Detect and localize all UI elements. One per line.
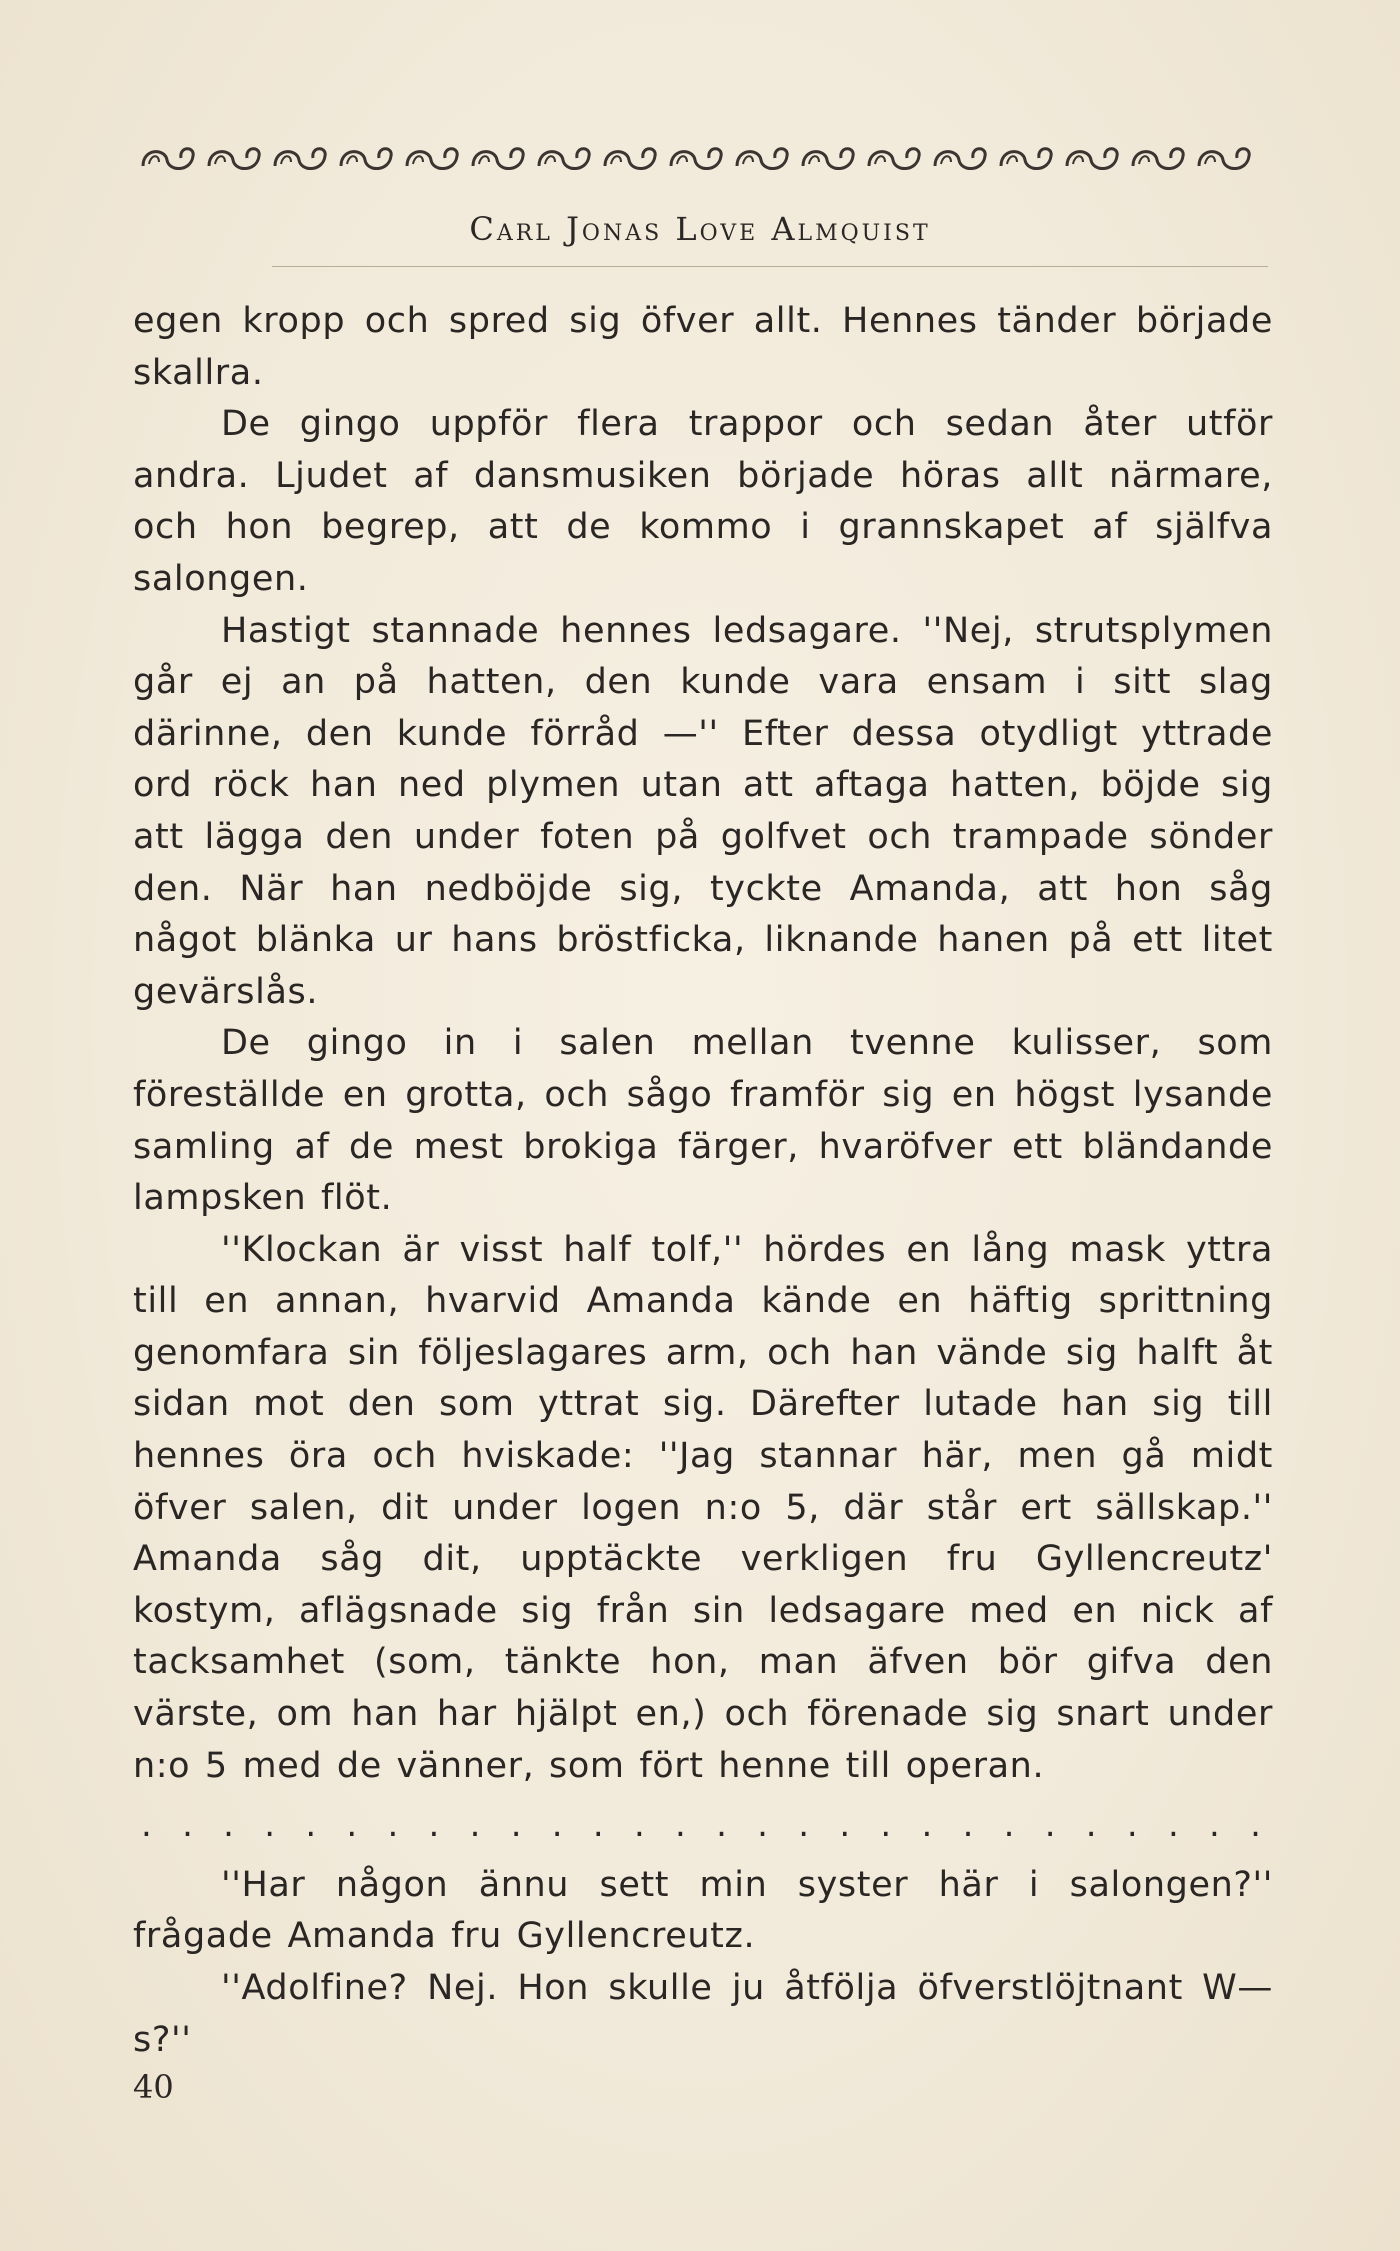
- break-dot: .: [510, 1805, 522, 1846]
- paragraph: De gingo in i salen mellan tvenne kulisser, som föreställde en grotta, och sågo framför sig en högst lysande samling af de mest brokiga färger, hvaröfver ett bländande lampsken flöt.: [133, 1023, 1273, 1219]
- ornament-curl: [1073, 156, 1083, 164]
- break-dot: .: [1085, 1805, 1097, 1846]
- break-dot: .: [962, 1805, 974, 1846]
- break-dot: .: [469, 1805, 481, 1846]
- ornament-curl: [875, 156, 885, 164]
- break-dot: .: [1250, 1805, 1261, 1846]
- ornament-border: [133, 140, 1273, 180]
- body-text: [133, 296, 1273, 2066]
- break-dot: .: [305, 1805, 317, 1846]
- ornament-curl: [1139, 156, 1149, 164]
- ornament-curl: [545, 156, 555, 164]
- ornament-curl: [809, 156, 819, 164]
- break-dot: .: [223, 1805, 234, 1846]
- break-dot: .: [921, 1805, 933, 1846]
- section-break-dots: [133, 1800, 1273, 1852]
- ornament-curl: [1007, 156, 1017, 164]
- ornament-curl: [1205, 156, 1215, 164]
- break-dot: .: [264, 1805, 276, 1846]
- ornament-curl: [347, 156, 357, 164]
- ornament-curl: [743, 156, 753, 164]
- ornament-curl: [941, 156, 951, 164]
- break-dot: .: [1209, 1805, 1220, 1846]
- paragraph: ''Har någon ännu sett min syster här i salongen?'' frågade Amanda fru Gyllencreutz.: [133, 1864, 1273, 1957]
- ornament-curl: [413, 156, 423, 164]
- break-dot: .: [839, 1805, 851, 1846]
- ornament-curl: [149, 156, 159, 164]
- running-head: Carl Jonas Love Almquist: [469, 210, 931, 248]
- break-dot: .: [182, 1805, 193, 1846]
- break-dot: .: [675, 1805, 686, 1846]
- break-dot: .: [1044, 1805, 1056, 1846]
- break-dot: .: [716, 1805, 727, 1846]
- break-dot: .: [592, 1805, 604, 1846]
- ornament-curl: [215, 156, 225, 164]
- paragraph: De gingo uppför flera trappor och sedan åter utför andra. Ljudet af dansmusiken började höras allt närmare, och hon begrep, att de kommo i grannskapet af själfva salongen.: [133, 404, 1273, 599]
- break-dot: .: [387, 1805, 399, 1846]
- break-dot: .: [1003, 1805, 1015, 1846]
- break-dot: .: [798, 1805, 810, 1846]
- ornament-curl: [677, 156, 687, 164]
- paragraph: ''Adolfine? Nej. Hon skulle ju åtfölja öfverstlöjtnant W—s?'': [133, 1968, 1273, 2060]
- break-dot: .: [880, 1805, 892, 1846]
- break-dot: .: [551, 1805, 563, 1846]
- paragraph: ''Klockan är visst half tolf,'' hördes en lång mask yttra till en annan, hvarvid Amanda kände en häftig sprittning genomfara sin följeslagares arm, och han vände sig halft åt sidan mot den som yttrat sig. Därefter lutade han sig till hennes öra och hviskade: ''Jag stannar här, men gå midt öfver salen, dit under logen n:o 5, där står ert sällskap.'' Amanda såg dit, upptäckte verkligen fru Gyllencreutz' kostym, aflägsnade sig från sin ledsagare med en nick af tacksamhet (som, tänkte hon, man äfven bör gifva den värste, om han har hjälpt en,) och förenade sig snart under n:o 5 med de vänner, som fört henne till operan.: [133, 1229, 1273, 1786]
- break-dot: .: [1126, 1805, 1138, 1846]
- ornament-curl: [281, 156, 291, 164]
- break-dot: .: [633, 1805, 645, 1846]
- break-dot: .: [428, 1805, 440, 1846]
- page-number: 40: [133, 2068, 174, 2106]
- break-dot: .: [141, 1805, 152, 1846]
- paragraph: egen kropp och spred sig öfver allt. Hennes tänder började skallra.: [133, 301, 1273, 393]
- header-rule: [272, 266, 1268, 267]
- break-dot: .: [757, 1805, 768, 1846]
- ornament-curl: [611, 156, 621, 164]
- break-dot: .: [346, 1805, 358, 1846]
- break-dot: .: [1167, 1805, 1179, 1846]
- ornament-curl: [479, 156, 489, 164]
- paragraph: Hastigt stannade hennes ledsagare. ''Nej, strutsplymen går ej an på hatten, den kunde vara ensam i sitt slag därinne, den kunde förråd —'' Efter dessa otydligt yttrade ord röck han ned plymen utan att aftaga hatten, böjde sig att lägga den under foten på golfvet och trampade sönder den. När han nedböjde sig, tyckte Amanda, att hon såg något blänka ur hans bröstficka, liknande hanen på ett litet gevärslås.: [133, 610, 1273, 1012]
